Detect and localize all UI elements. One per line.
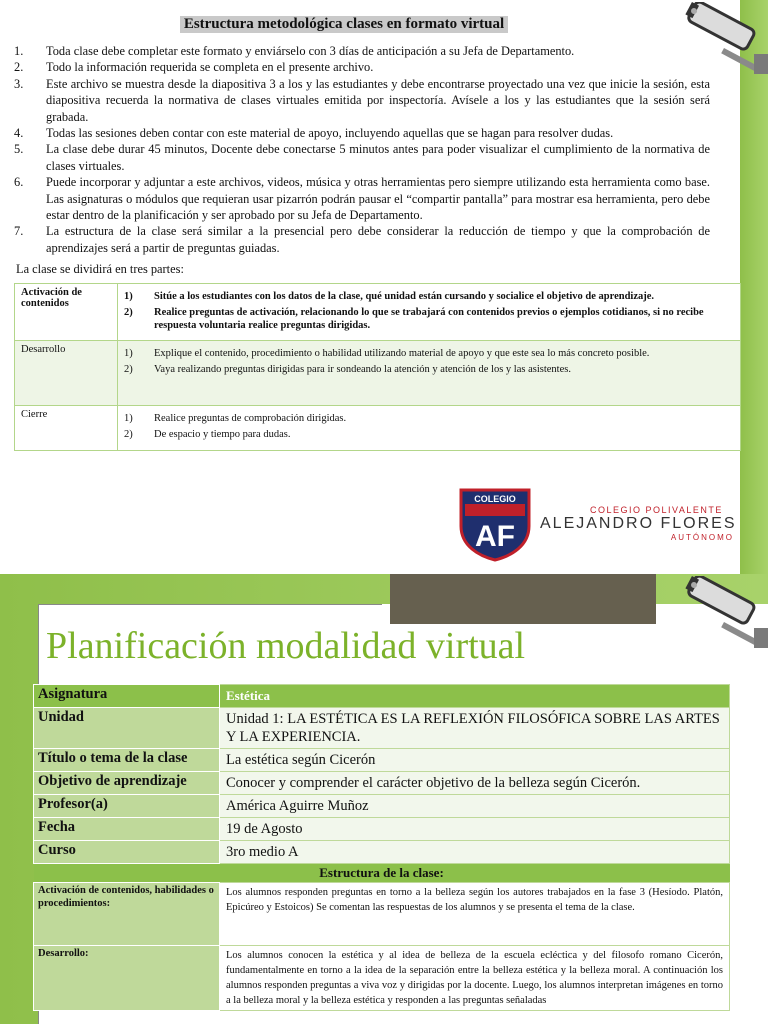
list-item: 1) Explique el contenido, procedimiento o habilidad utilizando material de apoyo y que este sea lo más concreto posible. xyxy=(124,348,650,359)
table-row xyxy=(34,772,730,795)
field-label: Asignatura xyxy=(34,685,220,708)
rule-item: 4. Todas las sesiones deben contar con este material de apoyo, incluyendo aquellas que se hagan para resolver dudas. xyxy=(14,126,614,141)
rule-item: 5. La clase debe durar 45 minutos, Docente debe conectarse 5 minutos antes para poder visualizar el cumplimiento de la normativa de clases virtuales. xyxy=(14,142,710,173)
school-crest-logo xyxy=(455,486,535,562)
table-row xyxy=(34,795,730,818)
rules-list xyxy=(14,43,710,256)
part-items xyxy=(118,341,741,406)
school-name-logo: COLEGIO POLIVALENTE ALEJANDRO FLORES AUTÓNOMO xyxy=(540,505,737,542)
planning-table xyxy=(33,684,730,1011)
field-value: La estética según Cicerón xyxy=(220,749,730,772)
list-item: 2) Vaya realizando preguntas dirigidas para ir sondeando la atención y atención de los y las asistentes. xyxy=(124,364,571,375)
field-label: Activación de contenidos, habilidades o procedimientos: xyxy=(34,883,220,946)
parts-intro: La clase se dividirá en tres partes: xyxy=(16,262,184,276)
table-row xyxy=(34,749,730,772)
field-value: Estética xyxy=(220,685,730,708)
table-row xyxy=(34,883,730,946)
part-items xyxy=(118,284,741,341)
part-label: Cierre xyxy=(15,406,118,451)
list-item: 2) Realice preguntas de activación, relacionando lo que se trabajará con contenidos previos o ejemplos cotidianos, si no recibe respuesta voluntaria realice preguntas dirigidas. xyxy=(124,307,704,331)
table-row xyxy=(34,685,730,708)
field-value: 3ro medio A xyxy=(220,841,730,864)
rule-item: 3. Este archivo se muestra desde la diapositiva 3 a los y las estudiantes y debe encontrarse proyectado una vez que inicie la sesión, esta diapositiva recuerda la normativa de clases virtuales emitida por inspectoría. Avísele a los y las estudiantes que la sesión será grabada. xyxy=(14,76,710,124)
slide-2-title: Planificación modalidad virtual xyxy=(46,625,526,667)
table-row xyxy=(34,946,730,1011)
rule-item: 2. Todo la información requerida se completa en el presente archivo. xyxy=(14,60,374,75)
field-label: Profesor(a) xyxy=(34,795,220,818)
green-accent-bar xyxy=(740,0,768,574)
part-label: Activación de contenidos xyxy=(15,284,118,341)
table-row xyxy=(15,406,741,451)
field-label: Unidad xyxy=(34,708,220,749)
field-label: Curso xyxy=(34,841,220,864)
field-label: Objetivo de aprendizaje xyxy=(34,772,220,795)
field-value: América Aguirre Muñoz xyxy=(220,795,730,818)
slide-1-title: Estructura metodológica clases en formato virtual xyxy=(0,16,688,33)
svg-text:AF: AF xyxy=(475,520,515,553)
table-row xyxy=(34,708,730,749)
list-item: 1) Sitúe a los estudiantes con los datos de la clase, qué unidad están cursando y socialice el objetivo de aprendizaje. xyxy=(124,291,655,302)
field-label: Desarrollo: xyxy=(34,946,220,1011)
field-value: Los alumnos conocen la estética y al idea de belleza de la escuela ecléctica y del filosofo romano Cicerón, fundamentalmente en torno a la idea de la separación entre la belleza estética y la belleza moral. A continuación los alumnos responden preguntas a viva voz y dirigidas por la docente. Luego, los alumnos interpretan imágenes en torno a la belleza moral y la belleza estética y responden a las preguntas señaladas xyxy=(220,946,730,1011)
list-item: 1) Realice preguntas de comprobación dirigidas. xyxy=(124,413,347,424)
structure-header: Estructura de la clase: xyxy=(34,864,730,883)
field-label: Fecha xyxy=(34,818,220,841)
field-value: Unidad 1: LA ESTÉTICA ES LA REFLEXIÓN FILOSÓFICA SOBRE LAS ARTES Y LA EXPERIENCIA. xyxy=(220,708,730,749)
rule-item: 1. Toda clase debe completar este formato y enviárselo con 3 días de anticipación a su Jefa de Departamento. xyxy=(14,44,575,58)
table-row xyxy=(15,284,741,341)
table-row xyxy=(34,864,730,883)
table-row xyxy=(15,341,741,406)
table-row xyxy=(34,841,730,864)
field-value: 19 de Agosto xyxy=(220,818,730,841)
svg-text:COLEGIO: COLEGIO xyxy=(474,494,516,504)
part-label: Desarrollo xyxy=(15,341,118,406)
rule-item: 7. La estructura de la clase será similar a la presencial pero debe considerar la reducción de tiempo y que la comprobación de aprendizajes será a partir de preguntas guiadas. xyxy=(14,224,710,255)
table-row xyxy=(34,818,730,841)
security-camera-icon xyxy=(684,576,768,650)
slide-2 xyxy=(0,574,768,1024)
field-value: Los alumnos responden preguntas en torno a la belleza según los autores trabajados en la fase 3 (Hesíodo. Platón, Epicúreo y Estoicos) Se comentan las respuestas de los alumnos y se presenta el tema de la clase. xyxy=(220,883,730,946)
field-label: Título o tema de la clase xyxy=(34,749,220,772)
list-item: 2) De espacio y tiempo para dudas. xyxy=(124,429,291,440)
rule-item: 6. Puede incorporar y adjuntar a este archivos, videos, música y otras herramientas pero siempre utilizando esta herramienta como base. Las asignaturas o módulos que requieran usar pizarrón podrán pausar el “compartir pantalla” para mostrar esa herramienta, pero debe estar dentro de la planificación y ser aprobado por su Jefa de Departamento. xyxy=(14,175,710,223)
class-parts-table xyxy=(14,283,741,451)
part-items xyxy=(118,406,741,451)
header-dark-box xyxy=(390,574,656,624)
field-value: Conocer y comprender el carácter objetivo de la belleza según Cicerón. xyxy=(220,772,730,795)
